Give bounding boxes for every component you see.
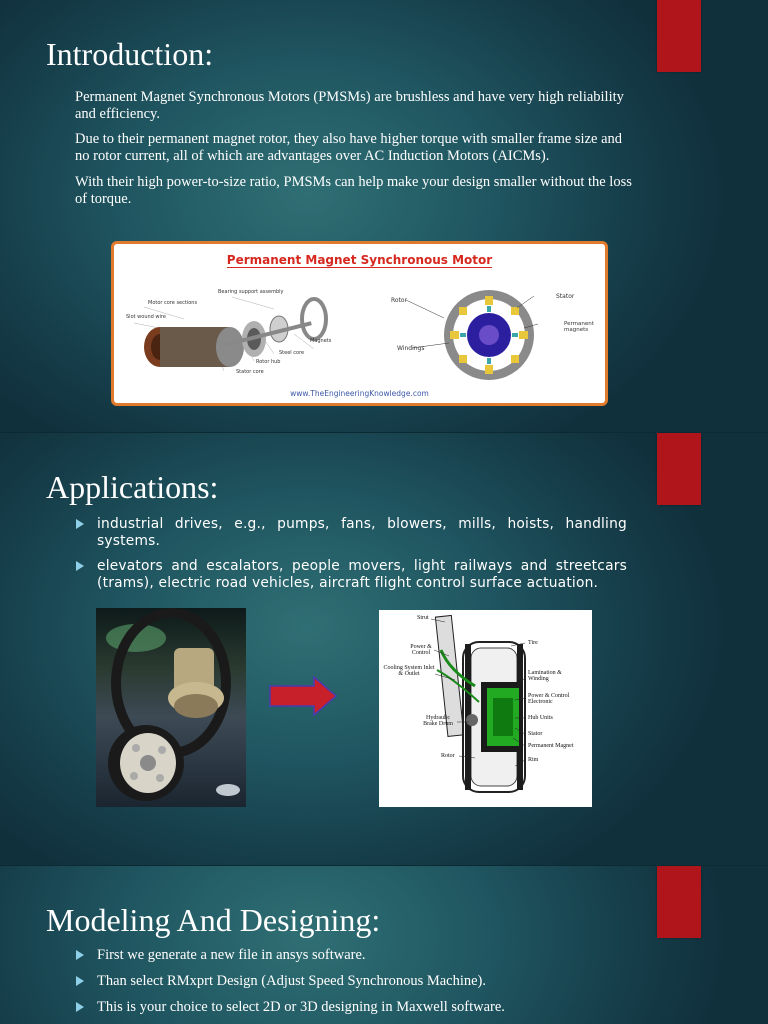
intro-paragraph-3: With their high power-to-size ratio, PMSMs can help make your design smaller without the loss of torque. <box>75 174 632 207</box>
figure-title: Permanent Magnet Synchronous Motor <box>226 253 493 267</box>
label-slot-wound: Slot wound wire <box>126 314 166 320</box>
bullet-triangle-icon <box>76 519 84 529</box>
label-magnets: Magnets <box>310 338 332 344</box>
label-rim: Rim <box>528 757 539 763</box>
in-wheel-motor-diagram <box>379 610 592 807</box>
label-stator-wheel: Stator <box>528 731 543 737</box>
list-item <box>76 558 627 592</box>
label-windings: Windings <box>397 345 425 352</box>
figure-source-url: www.TheEngineeringKnowledge.com <box>290 389 429 398</box>
modeling-bullet-3: This is your choice to select 2D or 3D designing in Maxwell software. <box>97 999 505 1015</box>
slide-introduction <box>0 0 768 432</box>
pmsm-figure <box>111 241 608 406</box>
slide-modeling <box>0 866 768 1024</box>
label-rotor-wheel: Rotor <box>441 753 455 759</box>
label-bearing: Bearing support assembly <box>218 289 284 295</box>
label-tire: Tire <box>528 640 538 646</box>
slide-accent-tab <box>657 0 701 72</box>
label-power-control: Power & Control <box>410 644 432 656</box>
list-item <box>76 973 657 990</box>
list-item <box>76 999 657 1016</box>
bullet-triangle-icon <box>76 950 84 960</box>
intro-paragraph-1: Permanent Magnet Synchronous Motors (PMSMs) are brushless and have very high reliability and efficiency. <box>75 89 624 122</box>
intro-paragraph-2: Due to their permanent magnet rotor, they also have higher torque with smaller frame size and no rotor current, all of which are advantages over AC Induction Motors (AICMs). <box>75 131 623 164</box>
list-item <box>76 516 627 550</box>
bullet-triangle-icon <box>76 561 84 571</box>
list-item <box>76 947 657 964</box>
label-steel-core: Steel core <box>279 350 305 356</box>
modeling-bullet-2: Than select RMxprt Design (Adjust Speed Synchronous Machine). <box>97 973 487 989</box>
application-bullet-1: industrial drives, e.g., pumps, fans, blowers, mills, hoists, handling systems. <box>97 516 627 549</box>
slide-accent-tab <box>657 866 701 938</box>
label-stator-core: Stator core <box>236 369 264 375</box>
label-rotor-hub: Rotor hub <box>256 359 281 365</box>
label-rotor: Rotor <box>391 297 408 304</box>
label-stator: Stator <box>556 293 575 300</box>
slide-title: Modeling And Designing: <box>46 902 381 938</box>
slide-accent-tab <box>657 433 701 505</box>
label-cooling-system: Cooling System Inlet & Outlet <box>383 665 435 677</box>
label-brake-drum: Hydraulic Brake Drum <box>423 715 453 727</box>
application-bullet-2: elevators and escalators, people movers, light railways and streetcars (trams), electric road vehicles, aircraft flight control surface actuation. <box>97 558 627 591</box>
label-permanent-magnets: Permanent magnets <box>564 321 594 333</box>
bullet-triangle-icon <box>76 976 84 986</box>
bullet-triangle-icon <box>76 1002 84 1012</box>
arrow-right-icon <box>268 676 338 716</box>
label-permanent-magnet: Permanent Magnet <box>528 743 574 749</box>
label-strut: Strut <box>417 615 429 621</box>
label-motor-core: Motor core sections <box>148 300 198 306</box>
in-wheel-motor-photo <box>96 608 246 807</box>
label-lamination: Lamination & Winding <box>528 670 562 682</box>
label-power-electronic: Power & Control Electronic <box>528 693 570 705</box>
slide-title: Applications: <box>46 469 219 505</box>
modeling-bullet-1: First we generate a new file in ansys software. <box>97 947 366 963</box>
slide-title: Introduction: <box>46 36 214 72</box>
label-hub-units: Hub Units <box>528 715 553 721</box>
